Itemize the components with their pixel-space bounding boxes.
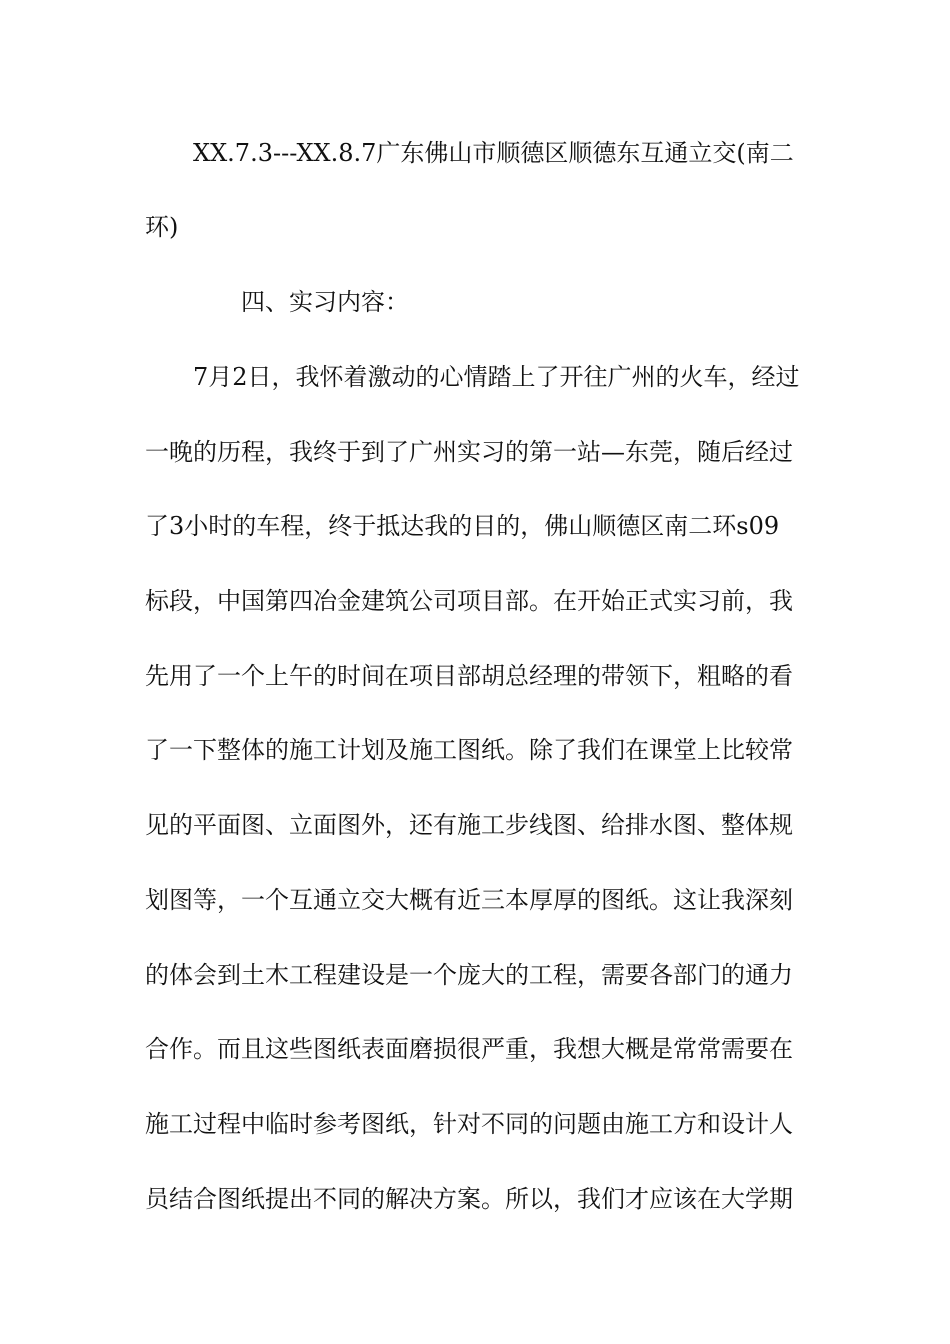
text-line: 了3小时的车程，终于抵达我的目的，佛山顺德区南二环s09 [145,512,780,540]
text-line: 先用了一个上午的时间在项目部胡总经理的带领下，粗略的看 [145,662,793,690]
text-line: 划图等，一个互通立交大概有近三本厚厚的图纸。这让我深刻 [145,886,793,914]
text-line: XX.7.3---XX.8.7广东佛山市顺德区顺德东互通立交(南二 [193,139,794,167]
text-line: 的体会到土木工程建设是一个庞大的工程，需要各部门的通力 [145,961,793,989]
text-line: 标段，中国第四冶金建筑公司项目部。在开始正式实习前，我 [145,587,793,615]
text-line: 环) [145,213,179,241]
text-line: 7月2日，我怀着激动的心情踏上了开往广州的火车，经过 [193,363,800,391]
text-line: 一晚的历程，我终于到了广州实习的第一站—东莞，随后经过 [145,438,793,466]
text-line: 员结合图纸提出不同的解决方案。所以，我们才应该在大学期 [145,1185,793,1213]
text-line: 见的平面图、立面图外，还有施工步线图、给排水图、整体规 [145,811,793,839]
text-line: 合作。而且这些图纸表面磨损很严重，我想大概是常常需要在 [145,1035,793,1063]
text-line: 了一下整体的施工计划及施工图纸。除了我们在课堂上比较常 [145,736,793,764]
text-line: 施工过程中临时参考图纸，针对不同的问题由施工方和设计人 [145,1110,793,1138]
section-heading: 四、实习内容： [241,288,409,316]
